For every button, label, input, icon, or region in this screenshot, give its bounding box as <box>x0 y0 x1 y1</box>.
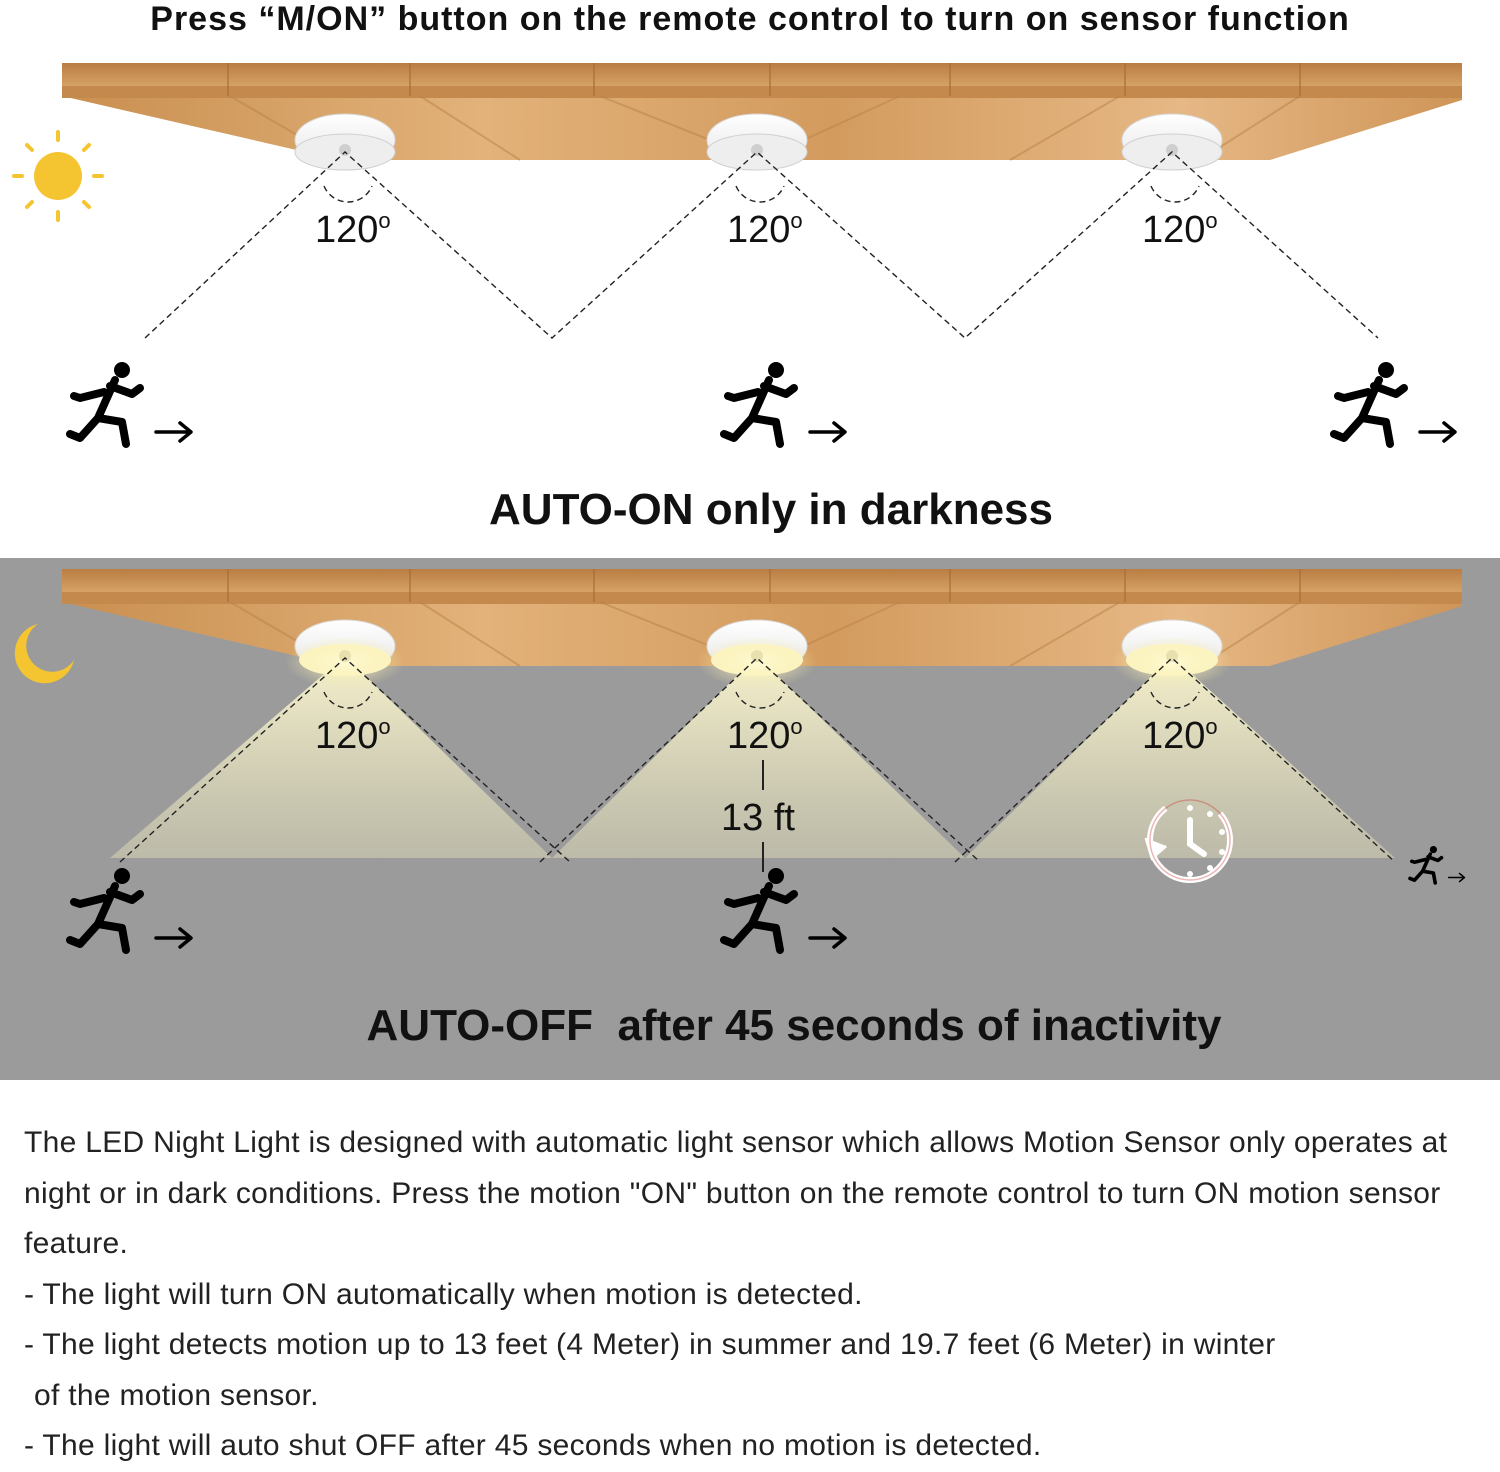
page-title: Press “M/ON” button on the remote control to turn on sensor function <box>150 0 1350 38</box>
description-bullet: - The light will turn ON automatically when motion is detected. <box>24 1277 863 1311</box>
description-bullet: - The light detects motion up to 13 feet (4 Meter) in summer and 19.7 feet (6 Meter) in winter <box>24 1328 1276 1361</box>
night-caption: AUTO-OFF after 45 seconds of inactivity <box>366 1001 1222 1050</box>
description-block <box>24 1118 1480 1472</box>
sun-icon <box>14 132 102 220</box>
running-person-icon <box>1334 362 1455 444</box>
angle-label: 120$^o$ <box>1142 714 1218 757</box>
description-bullet-continuation: of the motion sensor. <box>34 1378 319 1412</box>
description-intro: The LED Night Light is designed with automatic light sensor which allows Motion Sensor only operates at night or in dark conditions. Press the motion "ON" button on the remote control to turn ON motion sensor feature. <box>24 1126 1448 1260</box>
puck-light-1 <box>295 114 395 170</box>
angle-label: 120$^o$ <box>727 208 803 251</box>
distance-label: 13 ft <box>721 797 795 839</box>
puck-light-2 <box>707 114 807 170</box>
angle-label: 120$^o$ <box>315 208 391 251</box>
description-bullet: - The light will auto shut OFF after 45 seconds when no motion is detected. <box>24 1429 1042 1462</box>
angle-label: 120$^o$ <box>315 714 391 757</box>
running-person-icon <box>70 362 191 444</box>
running-person-icon <box>724 362 845 444</box>
angle-label: 120$^o$ <box>727 714 803 757</box>
day-caption: AUTO-ON only in darkness <box>489 485 1053 534</box>
puck-light-3 <box>1122 114 1222 170</box>
angle-label: 120$^o$ <box>1142 208 1218 251</box>
day-panel <box>14 63 1462 534</box>
